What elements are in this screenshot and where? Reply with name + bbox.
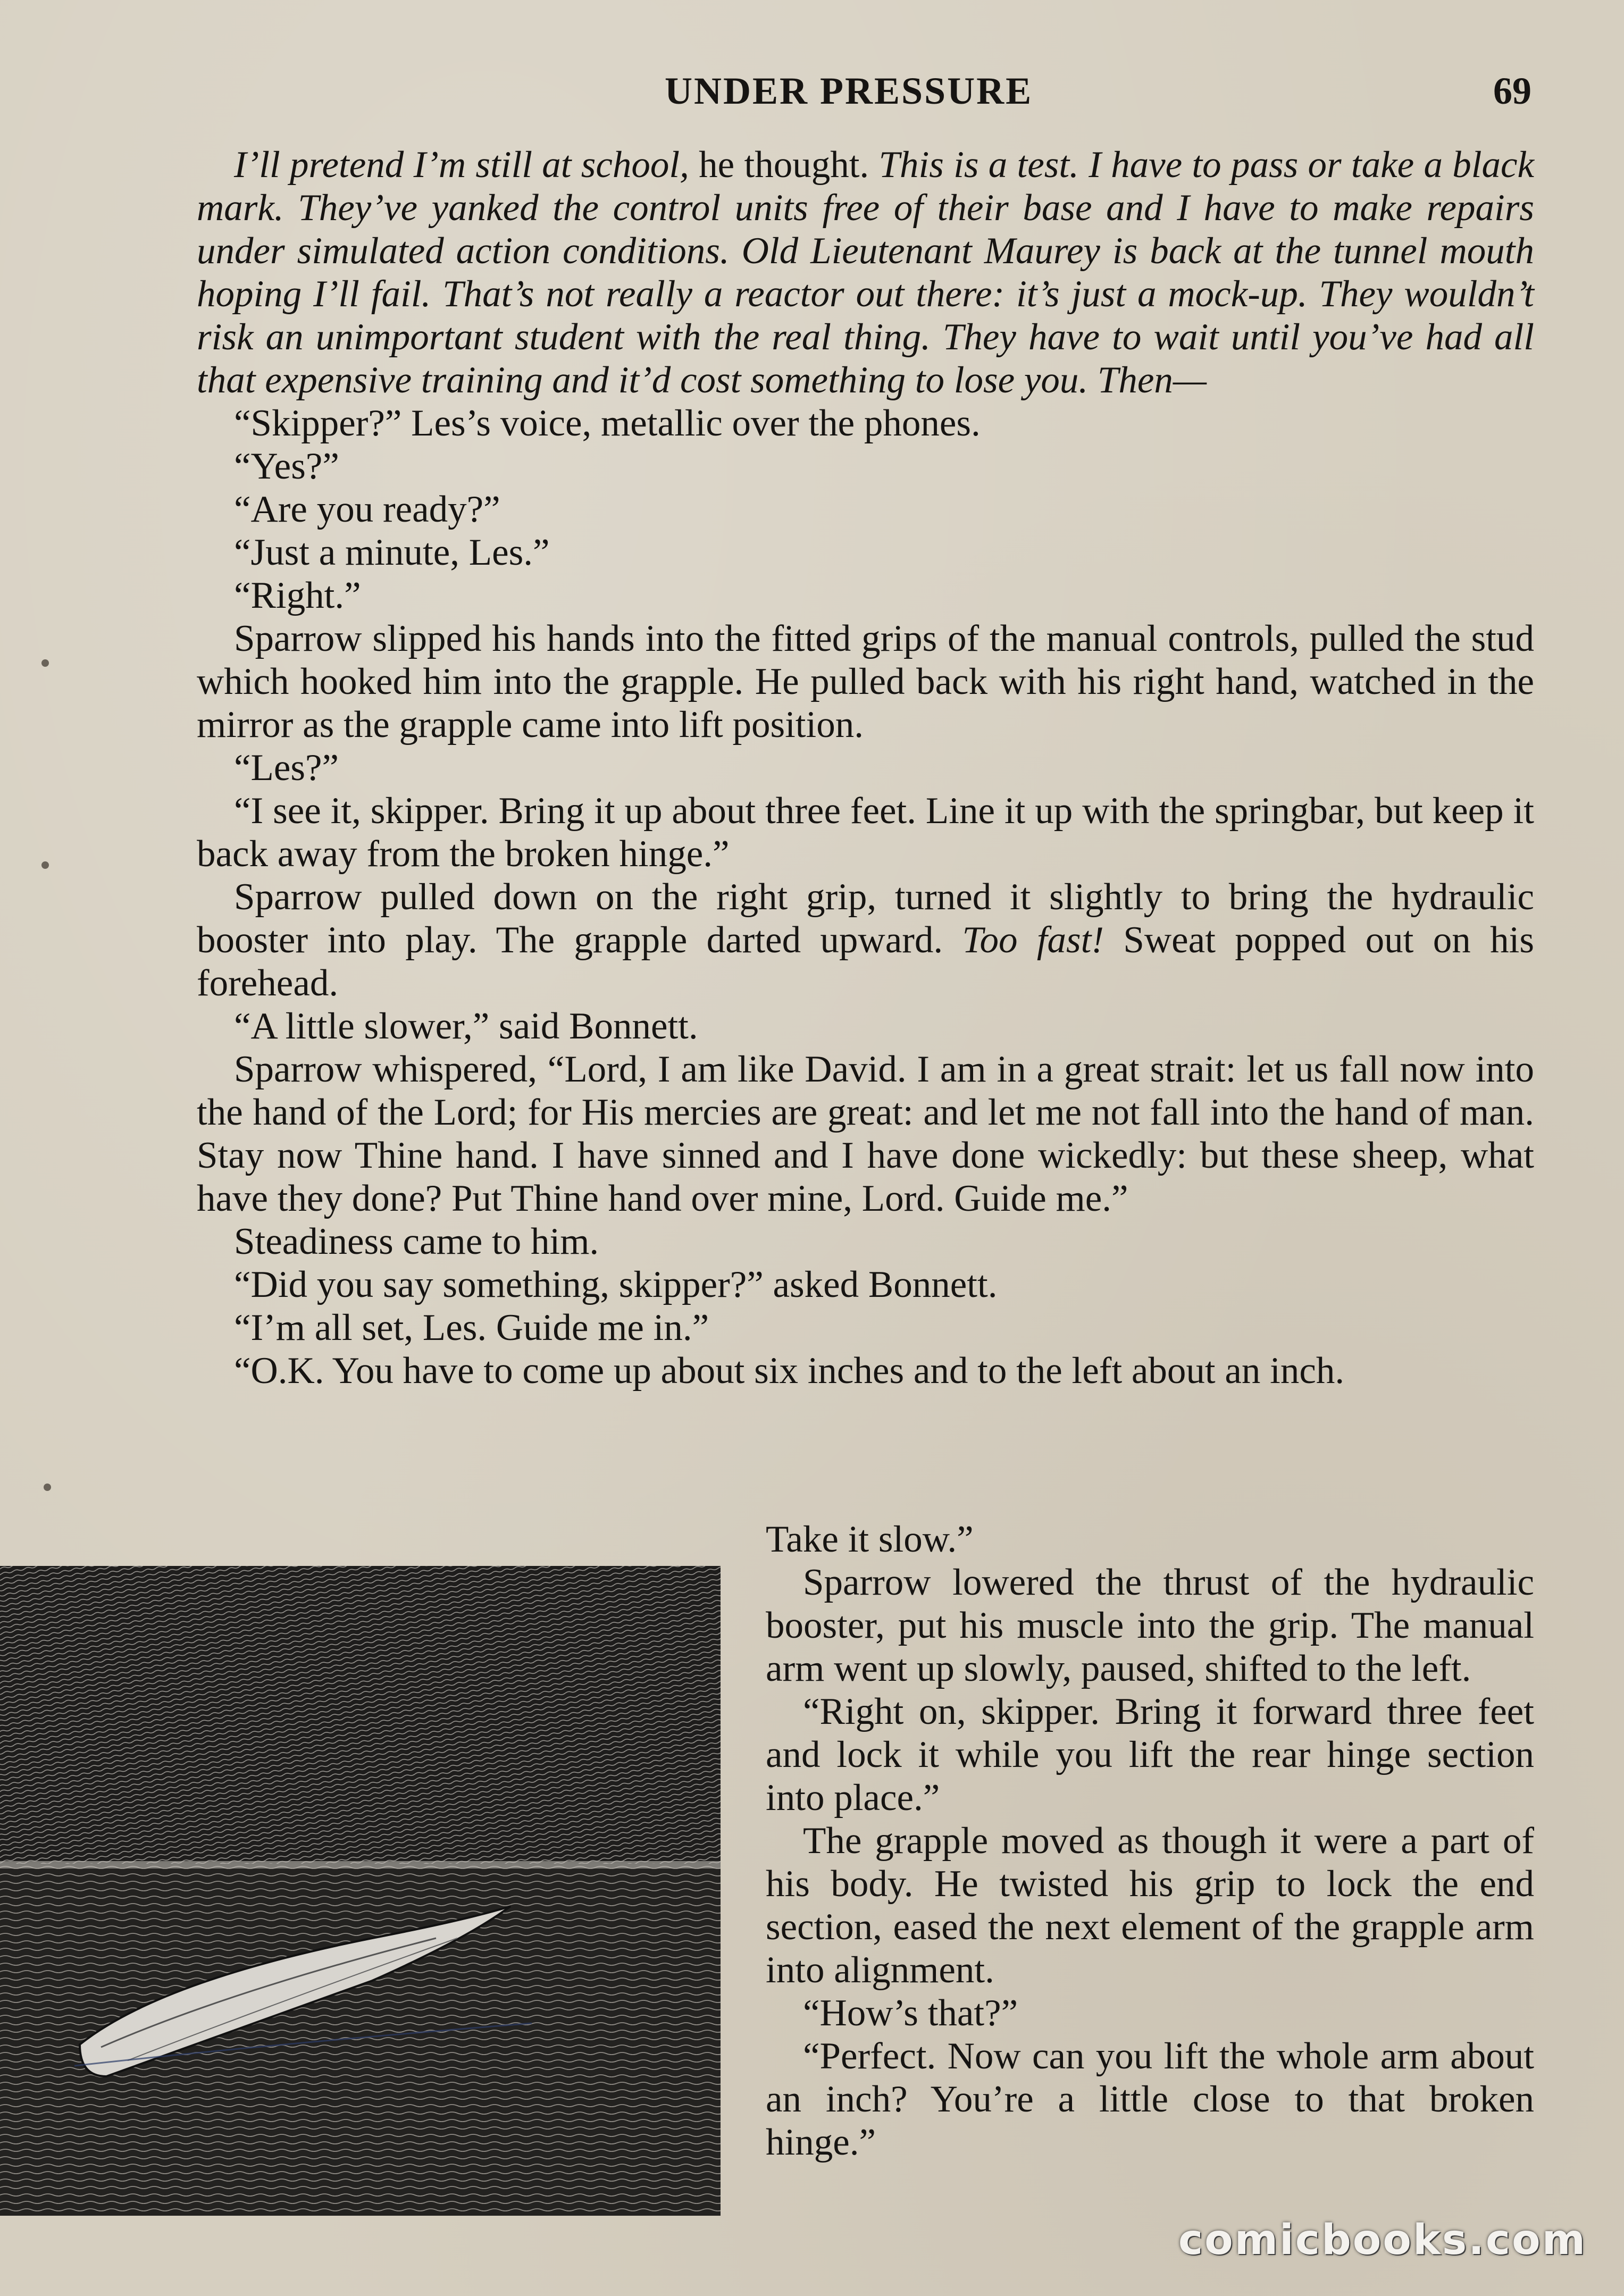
wrapped-text-column <box>766 1518 1534 2164</box>
italic-text: I’ll pretend I’m still at school, <box>234 144 689 186</box>
paragraph: “I see it, skipper. Bring it up about three feet. Line it up with the springbar, but keep it back away from the broken hinge.” <box>197 790 1534 875</box>
paragraph: “O.K. You have to come up about six inches and to the left about an inch. <box>234 1350 1345 1392</box>
paragraph: Sparrow whispered, “Lord, I am like David. I am in a great strait: let us fall now into the hand of the Lord; for His mercies are great: and let me not fall into the hand of man. Stay now Thine hand. I have sinned and I have done wickedly: but these sheep, what have they done? Put Thine hand over mine, Lord. Guide me.” <box>197 1049 1534 1219</box>
roman-text: he thought. <box>689 144 879 186</box>
paragraph-continuation: Take it slow.” <box>766 1519 974 1560</box>
paragraph: “Perfect. Now can you lift the whole arm about an inch? You’re a little close to that broken hinge.” <box>766 2035 1534 2163</box>
page-number: 69 <box>1493 70 1531 112</box>
main-text-column <box>197 144 1534 1393</box>
paragraph: “Just a minute, Les.” <box>234 532 550 573</box>
running-head: UNDER PRESSURE <box>665 70 1033 112</box>
paragraph: Sparrow lowered the thrust of the hydraulic booster, put his muscle into the grip. The manual arm went up slowly, paused, shifted to the left. <box>766 1562 1534 1689</box>
paragraph: “A little slower,” said Bonnett. <box>234 1005 698 1047</box>
paragraph: “How’s that?” <box>803 1992 1018 2034</box>
paragraph: “Skipper?” Les’s voice, metallic over the phones. <box>234 403 981 444</box>
italic-text: This is a test. I have to pass or take a black mark. They’ve yanked the control units free of their base and I have to make repairs under simulated action conditions. Old Lieutenant Maurey is back at the tunnel mouth hoping I’ll fail. That’s not really a reactor out there: it’s just a mock-up. They wouldn’t risk an unimportant student with the real thing. They have to wait until you’ve had all that expensive training and it’d cost something to lose you. Then— <box>197 144 1535 401</box>
italic-text: Too fast! <box>962 919 1104 961</box>
submarine-illustration <box>0 1566 721 2216</box>
paper-speck <box>44 1484 51 1491</box>
sea-engraving <box>0 1566 721 2216</box>
paragraph <box>197 144 1534 402</box>
paragraph: “I’m all set, Les. Guide me in.” <box>234 1307 709 1348</box>
paragraph: “Did you say something, skipper?” asked Bonnett. <box>234 1264 998 1305</box>
paragraph: “Les?” <box>234 747 339 789</box>
paragraph <box>197 876 1534 1005</box>
watermark: comicbooks.com <box>1178 2216 1587 2264</box>
paragraph: “Are you ready?” <box>234 489 500 530</box>
roman-text: Sparrow pulled down on the right grip, turned it slightly to bring the hydraulic booster into play. The grapple darted upward. <box>197 876 1534 961</box>
paragraph: Sparrow slipped his hands into the fitted grips of the manual controls, pulled the stud which hooked him into the grapple. He pulled back with his right hand, watched in the mirror as the grapple came into lift position. <box>197 618 1534 745</box>
roman-text: Sweat popped out on his forehead. <box>197 919 1534 1004</box>
paragraph: Steadiness came to him. <box>234 1221 599 1262</box>
paragraph: “Right on, skipper. Bring it forward three feet and lock it while you lift the rear hinge section into place.” <box>766 1691 1534 1819</box>
paragraph: The grapple moved as though it were a part of his body. He twisted his grip to lock the end section, eased the next element of the grapple arm into alignment. <box>766 1820 1534 1991</box>
paragraph: “Yes?” <box>234 446 339 487</box>
paragraph: “Right.” <box>234 575 361 616</box>
paper-speck <box>41 861 49 869</box>
page-header <box>665 69 1531 128</box>
paper-speck <box>41 659 49 667</box>
